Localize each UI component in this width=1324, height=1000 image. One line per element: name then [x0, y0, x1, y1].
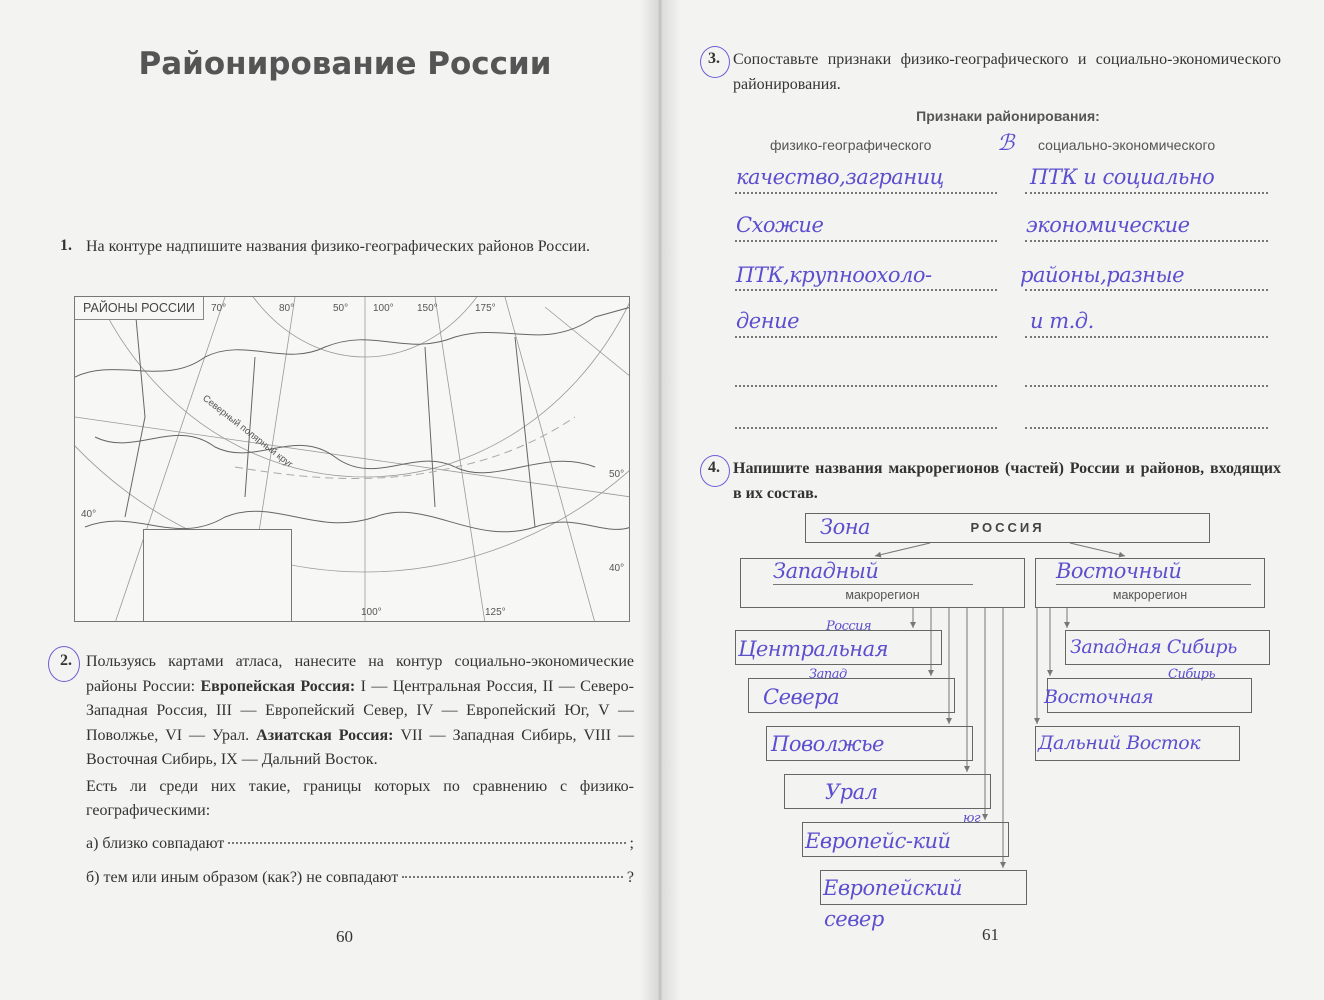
russia-root-label: РОССИЯ: [970, 520, 1045, 535]
handwritten-region-continuation: север: [824, 907, 884, 931]
answer-underline: [1056, 584, 1251, 585]
handwritten-social-2: экономические: [1026, 213, 1190, 237]
handwritten-physical-4: дение: [736, 309, 800, 333]
macro-label: макрорегион: [845, 588, 920, 602]
map-label-150: 150°: [417, 303, 438, 314]
handwritten-region-sup: Сибирь: [1168, 667, 1216, 682]
task4-number: 4.: [708, 459, 720, 476]
asia-regions: VII — Западная Сибирь, VIII — Восточная Сибирь, IX — Дальний Восток.: [86, 726, 634, 768]
west-region-box[interactable]: [820, 870, 1027, 905]
handwritten-region: Урал: [825, 780, 878, 804]
handwritten-region: Дальний Восток: [1038, 732, 1201, 754]
map-label-40-east: 40°: [609, 563, 625, 574]
asia-label: Азиатская Россия:: [256, 726, 394, 744]
map-label-80: 80°: [279, 303, 295, 314]
col-header-socioeconomic: социально-экономического: [1038, 137, 1216, 153]
task2-intro: Пользуясь картами атласа, нанесите на контур социально-экономические районы России:: [86, 653, 634, 695]
east-macroregion-box[interactable]: [1035, 558, 1265, 608]
task2-number: 2.: [60, 652, 72, 669]
handwritten-region-sup: Россия: [826, 619, 872, 634]
eu-regions: I — Центральная Россия, II — Северо-Западная Россия, III — Европейский Север, IV — Европейский Юг, V — Поволжье, VI — Урал.: [86, 677, 634, 744]
map-label-50: 50°: [333, 303, 349, 314]
west-region-box[interactable]: [784, 774, 991, 809]
page-number-right: 61: [982, 925, 999, 944]
handwritten-east-macro: Восточный: [1056, 559, 1182, 583]
task3-number: 3.: [708, 50, 720, 67]
west-region-box[interactable]: [766, 726, 973, 761]
task2-question: Есть ли среди них такие, границы которых по сравнению с физико-географическими:: [86, 777, 634, 819]
task3-text: Сопоставьте признаки физико-географического и социально-экономического районирования.: [733, 51, 1281, 93]
option-a-label: а) близко совпадают: [86, 834, 225, 852]
west-region-box[interactable]: [748, 667, 955, 713]
map-label-50-east: 50°: [609, 469, 625, 480]
task4-text: Напишите названия макрорегионов (частей) России и районов, входящих в их состав.: [733, 460, 1281, 502]
task1-number: 1.: [60, 237, 72, 254]
page-title: Районирование России: [138, 46, 552, 82]
macro-label: макрорегион: [1112, 588, 1188, 602]
handwritten-region: Восточная: [1044, 686, 1154, 708]
handwritten-physical-3: ПТК,крупноохоло-: [736, 263, 932, 287]
handwritten-social-3: районы,разные: [1020, 263, 1185, 287]
map-title: РАЙОНЫ РОССИИ: [75, 297, 204, 320]
east-region-box[interactable]: [1035, 726, 1240, 761]
handwritten-region: Западная Сибирь: [1070, 636, 1237, 658]
handwritten-physical-1: качество,заграниц: [736, 165, 944, 189]
handwritten-region-sup: юг: [963, 811, 981, 826]
eu-label: Европейская Россия:: [200, 677, 356, 695]
features-table-title: Признаки районирования:: [916, 108, 1100, 124]
arctic-circle-label: Северный полярный круг: [200, 393, 295, 471]
handwritten-social-4: и т.д.: [1030, 309, 1094, 333]
ink-mark: ℬ: [997, 131, 1014, 156]
map-label-125: 125°: [485, 607, 506, 618]
handwritten-west-macro: Западный: [773, 559, 879, 583]
handwritten-social-1: ПТК и социально: [1030, 165, 1215, 189]
answer-underline: [773, 584, 973, 585]
east-region-box[interactable]: [1065, 630, 1270, 665]
handwritten-physical-2: Схожие: [736, 213, 824, 237]
map-label-40-west: 40°: [81, 509, 97, 520]
task1-text: На контуре надпишите названия физико-географических районов России.: [86, 238, 591, 255]
map-label-100-bottom: 100°: [361, 607, 382, 618]
east-region-box[interactable]: [1044, 667, 1252, 713]
handwritten-region: Севера: [763, 685, 840, 709]
handwritten-region: Европейский: [823, 876, 962, 900]
handwritten-region: Поволжье: [771, 732, 884, 756]
handwritten-region-sup: Запад: [809, 667, 847, 682]
map-label-70: 70°: [211, 303, 227, 314]
handwritten-region: Европейс-кий: [805, 829, 951, 853]
col-header-physical: физико-географического: [770, 137, 932, 153]
west-region-box[interactable]: [802, 811, 1009, 857]
handwritten-root: Зона: [820, 515, 871, 539]
west-macroregion-box[interactable]: [740, 558, 1025, 608]
option-a-end: ;: [629, 834, 634, 852]
map-label-175: 175°: [475, 303, 496, 314]
map-label-100: 100°: [373, 303, 394, 314]
page-number-left: 60: [336, 927, 353, 946]
handwritten-region: Центральная: [738, 637, 889, 661]
option-b-label: б) тем или иным образом (как?) не совпадают: [86, 869, 399, 886]
west-region-box[interactable]: [735, 619, 942, 665]
russia-root-box: [805, 513, 1210, 543]
option-b-end: ?: [626, 869, 634, 886]
